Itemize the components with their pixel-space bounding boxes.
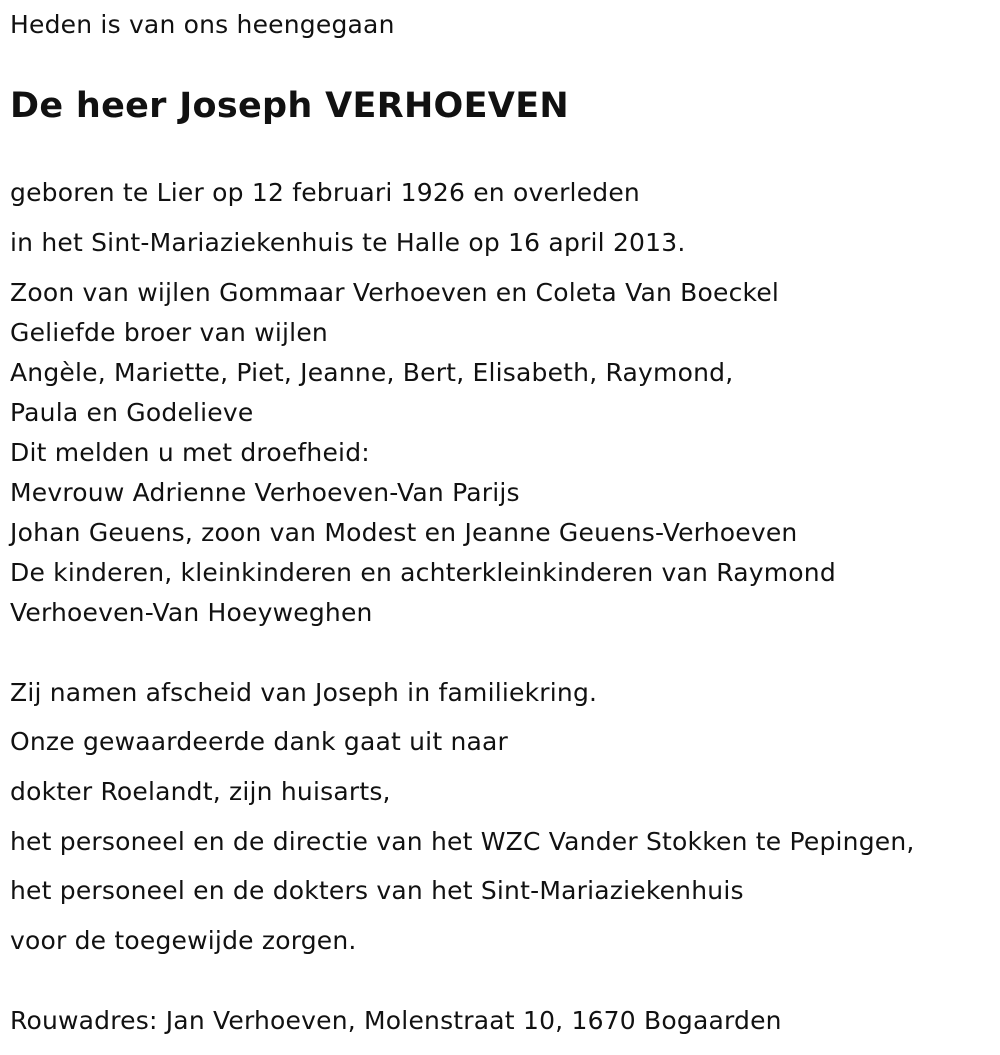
farewell-line: Zij namen afscheid van Joseph in familiekring. (10, 678, 598, 707)
family-line: Johan Geuens, zoon van Modest en Jeanne Geuens-Verhoeven (10, 518, 798, 547)
farewell-line: voor de toegewijde zorgen. (10, 926, 357, 955)
family-line: Mevrouw Adrienne Verhoeven-Van Parijs (10, 478, 520, 507)
family-line: Verhoeven-Van Hoeyweghen (10, 598, 373, 627)
farewell-line: het personeel en de directie van het WZC Vander Stokken te Pepingen, (10, 827, 915, 856)
family-line: Geliefde broer van wijlen (10, 318, 328, 347)
family-line: De kinderen, kleinkinderen en achterkleinkinderen van Raymond (10, 558, 836, 587)
farewell-line: Onze gewaardeerde dank gaat uit naar (10, 727, 509, 756)
mourning-address: Rouwadres: Jan Verhoeven, Molenstraat 10, 1670 Bogaarden (10, 1006, 782, 1035)
death-line: in het Sint-Mariaziekenhuis te Halle op 16 april 2013. (10, 228, 686, 257)
farewell-line: dokter Roelandt, zijn huisarts, (10, 777, 391, 806)
family-line: Zoon van wijlen Gommaar Verhoeven en Coleta Van Boeckel (10, 278, 780, 307)
family-line: Angèle, Mariette, Piet, Jeanne, Bert, Elisabeth, Raymond, (10, 358, 734, 387)
intro-text: Heden is van ons heengegaan (10, 10, 395, 39)
farewell-line: het personeel en de dokters van het Sint-Mariaziekenhuis (10, 876, 744, 905)
family-line: Dit melden u met droefheid: (10, 438, 370, 467)
deceased-name: De heer Joseph VERHOEVEN (10, 86, 569, 126)
family-line: Paula en Godelieve (10, 398, 254, 427)
birth-line: geboren te Lier op 12 februari 1926 en overleden (10, 178, 640, 207)
